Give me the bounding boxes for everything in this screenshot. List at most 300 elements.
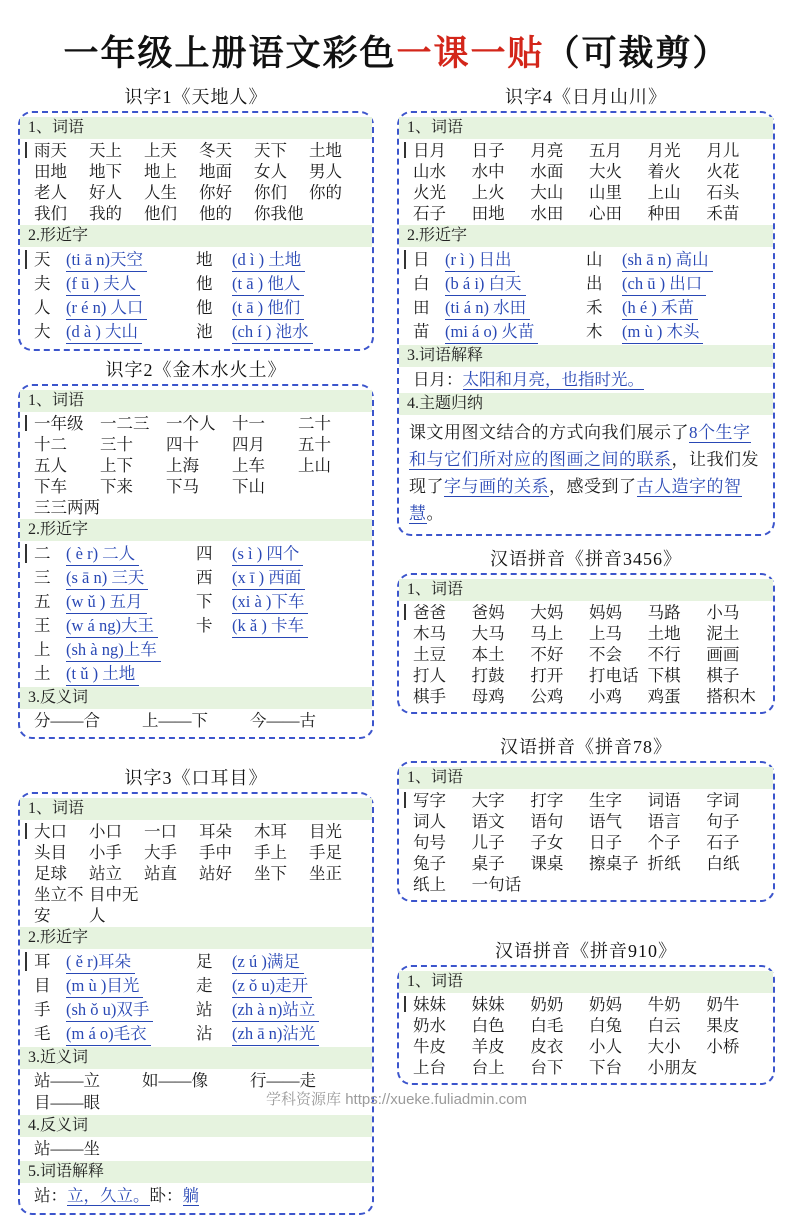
word: 火花	[706, 162, 740, 181]
word: 一个人	[166, 414, 216, 433]
word: 上下	[100, 456, 133, 475]
pinyin-annotation: (ti á n) 水田	[445, 296, 530, 320]
compare-row	[399, 272, 773, 296]
compare-row	[20, 614, 372, 638]
word: 句子	[706, 812, 740, 831]
compare-row	[20, 1022, 372, 1046]
pinyin-annotation: (f ū ) 夫人	[66, 272, 140, 296]
word: 五十	[298, 435, 331, 454]
pinyin-annotation: (sh à ng)上车	[66, 638, 161, 662]
compare-char: 禾	[586, 298, 603, 317]
word: 泥土	[706, 624, 740, 643]
word: 小人	[589, 1037, 622, 1056]
word: 你的	[309, 183, 342, 202]
word: 四月	[232, 435, 265, 454]
subsection-label: 3.反义词	[20, 687, 372, 709]
section-heading: 识字2《金木水火土》	[105, 360, 287, 380]
section-box	[397, 965, 775, 1085]
word: 白兔	[589, 1016, 622, 1035]
text-segment: 卧：	[149, 1186, 183, 1205]
word: 大字	[471, 791, 505, 810]
footer-credit: 学科资源库 https://xueke.fuliadmin.com	[266, 1091, 527, 1108]
word-row	[399, 1057, 773, 1078]
word: 二十	[298, 414, 331, 433]
word-row	[20, 821, 372, 842]
compare-char: 五	[34, 592, 51, 611]
word: 下马	[166, 477, 199, 496]
word: 课桌	[530, 854, 564, 873]
compare-char: 四	[196, 544, 213, 563]
text-item: 站——立	[34, 1071, 100, 1090]
section-box	[397, 111, 775, 536]
pinyin-annotation: (b á i) 白天	[445, 272, 526, 296]
pinyin-annotation: (h é ) 禾苗	[622, 296, 698, 320]
pinyin-annotation: (w ǔ ) 五月	[66, 590, 147, 614]
word: 词语	[647, 791, 681, 810]
text-segment: 。	[426, 504, 444, 523]
word: 目中无人	[89, 885, 139, 925]
compare-char: 三	[34, 568, 51, 587]
word: 生字	[589, 791, 622, 810]
word: 月儿	[706, 141, 740, 160]
word: 皮衣	[530, 1037, 564, 1056]
word-row	[20, 203, 372, 224]
word: 女人	[254, 162, 287, 181]
subsection-label: 4.反义词	[20, 1115, 372, 1137]
word: 小鸡	[589, 687, 622, 706]
word: 奶牛	[706, 995, 740, 1014]
pinyin-annotation: (s ì ) 四个	[232, 542, 303, 566]
word: 种田	[647, 204, 681, 223]
word: 月亮	[530, 141, 564, 160]
text-segment: ，感受到了	[549, 477, 637, 496]
compare-row	[399, 248, 773, 272]
text-segment: 8个生字和与它们所对应的图画之间的联系	[409, 423, 751, 469]
word: 母鸡	[471, 687, 505, 706]
word: 白云	[647, 1016, 681, 1035]
section-box	[18, 111, 374, 351]
word: 妹妹	[471, 995, 505, 1014]
word: 个子	[647, 833, 681, 852]
pinyin-annotation: (t ā ) 他人	[232, 272, 304, 296]
subsection-label: 5.词语解释	[20, 1161, 372, 1183]
pinyin-annotation: (m ù )目光	[66, 974, 143, 998]
pinyin-annotation: (d à ) 大山	[66, 320, 142, 344]
word: 写字	[413, 791, 446, 810]
word: 四十	[166, 435, 199, 454]
word-row	[399, 853, 773, 874]
word: 雨天	[34, 141, 67, 160]
pinyin-annotation: (d ì ) 土地	[232, 248, 305, 272]
word: 小马	[706, 603, 740, 622]
word: 妈妈	[589, 603, 622, 622]
word-row	[399, 140, 773, 161]
text-item: 站——坐	[34, 1139, 100, 1158]
word: 语文	[471, 812, 505, 831]
pinyin-annotation: (r ì ) 日出	[445, 248, 515, 272]
word-row	[20, 863, 372, 884]
pinyin-annotation: (ti ā n)天空	[66, 248, 147, 272]
word: 大火	[589, 162, 622, 181]
pinyin-annotation: (z ú )满足	[232, 950, 304, 974]
section-heading: 识字4《日月山川》	[505, 87, 667, 107]
word: 站立	[89, 864, 122, 883]
pinyin-annotation: (r é n) 人口	[66, 296, 147, 320]
subsection-label: 1、词语	[20, 117, 372, 139]
word: 山水	[413, 162, 446, 181]
word: 大马	[471, 624, 505, 643]
text-segment: 日月：	[413, 370, 463, 389]
word: 牛皮	[413, 1037, 446, 1056]
word: 我们	[34, 204, 67, 223]
word: 打开	[530, 666, 564, 685]
word: 一年级	[34, 414, 84, 433]
word-row	[20, 884, 372, 926]
word: 三十	[100, 435, 133, 454]
word: 棋子	[706, 666, 740, 685]
text-segment: 课文用图文结合的方式向我们展示了	[409, 423, 689, 442]
word: 小朋友	[647, 1058, 698, 1077]
text-item: 目——眼	[34, 1093, 100, 1112]
word: 上车	[232, 456, 265, 475]
word: 打字	[530, 791, 564, 810]
text-segment: 古人造字的智慧	[409, 477, 742, 523]
pinyin-annotation: (k ǎ ) 卡车	[232, 614, 308, 638]
word: 十二	[34, 435, 67, 454]
text-segment: 躺	[182, 1186, 199, 1205]
word: 大小	[647, 1037, 681, 1056]
word: 木马	[413, 624, 446, 643]
pinyin-annotation: (mi á o) 火苗	[445, 320, 538, 344]
word: 不好	[530, 645, 564, 664]
word: 白毛	[530, 1016, 564, 1035]
word: 字词	[706, 791, 740, 810]
word: 坐立不安	[34, 885, 84, 925]
word: 十一	[232, 414, 265, 433]
word: 折纸	[647, 854, 681, 873]
subsection-label: 2.形近字	[20, 927, 372, 949]
subsection-label: 1、词语	[399, 117, 773, 139]
pinyin-annotation: (ch í ) 池水	[232, 320, 313, 344]
word: 土地	[309, 141, 342, 160]
word: 上天	[144, 141, 177, 160]
subsection-label: 1、词语	[399, 971, 773, 993]
word: 打电话	[589, 666, 639, 685]
word-row	[399, 874, 773, 895]
word: 手中	[199, 843, 232, 862]
word-row	[20, 140, 372, 161]
word: 不会	[589, 645, 622, 664]
word: 搭积木	[706, 687, 756, 706]
compare-row	[20, 320, 372, 344]
compare-char: 田	[413, 298, 430, 317]
word: 子女	[530, 833, 564, 852]
word: 你好	[199, 183, 232, 202]
word-row	[399, 182, 773, 203]
pinyin-annotation: (x ī ) 西面	[232, 566, 305, 590]
word: 不行	[647, 645, 681, 664]
pinyin-annotation: (zh ā n)沾光	[232, 1022, 319, 1046]
word-row	[20, 182, 372, 203]
compare-char: 王	[34, 616, 51, 635]
text-segment: 立，久立。	[67, 1186, 150, 1205]
word: 马路	[647, 603, 681, 622]
title-text: 一年级上册语文彩色	[63, 34, 397, 73]
word: 纸上	[413, 875, 446, 894]
word: 田地	[471, 204, 505, 223]
compare-char: 苗	[413, 322, 430, 341]
section-box	[397, 573, 775, 714]
word: 大山	[530, 183, 564, 202]
pinyin-annotation: (z ǒ u)走开	[232, 974, 312, 998]
word-row	[20, 434, 372, 455]
word: 爸妈	[471, 603, 505, 622]
column-right	[397, 86, 775, 1218]
word: 我的	[89, 204, 122, 223]
subsection-label: 1、词语	[20, 390, 372, 412]
word: 公鸡	[530, 687, 564, 706]
word-row	[399, 811, 773, 832]
compare-char: 白	[413, 274, 430, 293]
compare-char: 手	[34, 1000, 51, 1019]
word: 你我他	[254, 204, 304, 223]
word: 手足	[309, 843, 342, 862]
compare-char: 走	[196, 976, 213, 995]
subsection-label: 1、词语	[399, 579, 773, 601]
word: 上马	[589, 624, 622, 643]
word: 土豆	[413, 645, 446, 664]
pinyin-annotation: (t ā ) 他们	[232, 296, 304, 320]
word: 下来	[100, 477, 133, 496]
word: 足球	[34, 864, 67, 883]
pinyin-annotation: (sh ā n) 高山	[622, 248, 713, 272]
word: 着火	[647, 162, 681, 181]
word-row	[20, 842, 372, 863]
word: 妹妹	[413, 995, 446, 1014]
compare-char: 耳	[34, 952, 51, 971]
word: 大手	[144, 843, 177, 862]
compare-char: 站	[196, 1000, 213, 1019]
subsection-label: 2.形近字	[20, 225, 372, 247]
compare-char: 天	[34, 250, 51, 269]
section-heading: 汉语拼音《拼音3456》	[490, 549, 682, 569]
word-row	[20, 413, 372, 434]
column-left	[18, 86, 374, 1218]
word-row	[399, 203, 773, 224]
word: 火光	[413, 183, 446, 202]
word: 上山	[647, 183, 681, 202]
word: 石子	[413, 204, 446, 223]
word: 儿子	[471, 833, 505, 852]
section-heading: 识字3《口耳目》	[124, 768, 268, 788]
compare-row	[20, 296, 372, 320]
word: 头目	[34, 843, 67, 862]
text-item: 分——合	[34, 711, 100, 730]
word: 台上	[471, 1058, 505, 1077]
text-segment: 字与画的关系	[444, 477, 549, 496]
compare-row	[399, 296, 773, 320]
word: 他们	[144, 204, 177, 223]
text-item: 行——走	[250, 1071, 316, 1090]
word: 水田	[530, 204, 564, 223]
word-row	[20, 497, 372, 518]
word: 站直	[144, 864, 177, 883]
content-columns	[0, 86, 793, 1218]
compare-row	[20, 542, 372, 566]
compare-row	[20, 998, 372, 1022]
word: 地下	[89, 162, 122, 181]
compare-char: 山	[586, 250, 603, 269]
word-row	[20, 161, 372, 182]
section-heading: 识字1《天地人》	[124, 87, 268, 107]
text-segment: ，让我们发现了	[409, 450, 759, 496]
word: 台下	[530, 1058, 564, 1077]
word: 人生	[144, 183, 177, 202]
word: 好人	[89, 183, 122, 202]
word: 目光	[309, 822, 342, 841]
word: 山里	[589, 183, 622, 202]
subsection-label: 4.主题归纳	[399, 393, 773, 415]
word: 词人	[413, 812, 446, 831]
pinyin-annotation: (ch ū ) 出口	[622, 272, 706, 296]
word: 日子	[589, 833, 622, 852]
pinyin-annotation: (t ǔ ) 土地	[66, 662, 139, 686]
word: 棋手	[413, 687, 446, 706]
text-row	[20, 1184, 372, 1208]
compare-char: 他	[196, 298, 213, 317]
word: 小桥	[706, 1037, 740, 1056]
word: 语言	[647, 812, 681, 831]
word: 站好	[199, 864, 232, 883]
word: 他的	[199, 204, 232, 223]
pinyin-annotation: (m ù ) 木头	[622, 320, 703, 344]
word: 大口	[34, 822, 67, 841]
title-suffix: （可裁剪）	[544, 34, 730, 73]
pinyin-annotation: (xi à )下车	[232, 590, 308, 614]
word: 地面	[199, 162, 232, 181]
compare-row	[399, 320, 773, 344]
pinyin-annotation: (s ā n) 三天	[66, 566, 148, 590]
compare-char: 大	[34, 322, 51, 341]
word: 下山	[232, 477, 265, 496]
subsection-label: 2.形近字	[399, 225, 773, 247]
word: 奶水	[413, 1016, 446, 1035]
word: 一句话	[471, 875, 522, 894]
word: 打鼓	[471, 666, 505, 685]
compare-char: 下	[196, 592, 213, 611]
word: 坐下	[254, 864, 287, 883]
word: 冬天	[199, 141, 232, 160]
word: 月光	[647, 141, 681, 160]
pinyin-annotation: (sh ǒ u)双手	[66, 998, 153, 1022]
word: 奶妈	[589, 995, 622, 1014]
word-row	[399, 623, 773, 644]
word: 老人	[34, 183, 67, 202]
compare-char: 上	[34, 640, 51, 659]
compare-char: 人	[34, 298, 51, 317]
word: 天上	[89, 141, 122, 160]
word: 马上	[530, 624, 564, 643]
compare-row	[20, 950, 372, 974]
word: 你们	[254, 183, 287, 202]
section-box	[18, 384, 374, 739]
text-row	[399, 416, 773, 529]
compare-row	[20, 248, 372, 272]
word: 本土	[471, 645, 505, 664]
word: 擦桌子	[589, 854, 639, 873]
pinyin-annotation: (zh à n)站立	[232, 998, 319, 1022]
compare-char: 沾	[196, 1024, 213, 1043]
word-row	[399, 1036, 773, 1057]
text-segment: 太阳和月亮，也指时光。	[462, 370, 644, 389]
compare-char: 二	[34, 544, 51, 563]
page-title	[0, 0, 793, 86]
subsection-label: 3.词语解释	[399, 345, 773, 367]
word: 石头	[706, 183, 740, 202]
word: 天下	[254, 141, 287, 160]
word-row	[399, 665, 773, 686]
word: 水中	[471, 162, 505, 181]
compare-char: 日	[413, 250, 430, 269]
word-row	[20, 476, 372, 497]
compare-char: 池	[196, 322, 213, 341]
word: 小手	[89, 843, 122, 862]
compare-char: 他	[196, 274, 213, 293]
word: 男人	[309, 162, 342, 181]
word: 画画	[706, 645, 740, 664]
word-row	[399, 686, 773, 707]
compare-char: 西	[196, 568, 213, 587]
text-row	[20, 1138, 372, 1160]
text-segment: 站：	[34, 1186, 67, 1205]
word: 上台	[413, 1058, 446, 1077]
pinyin-annotation: (w á ng)大王	[66, 614, 158, 638]
word-row	[399, 1015, 773, 1036]
word-row	[399, 994, 773, 1015]
subsection-label: 1、词语	[20, 798, 372, 820]
word: 语句	[530, 812, 564, 831]
compare-row	[20, 272, 372, 296]
subsection-label: 1、词语	[399, 767, 773, 789]
compare-char: 足	[196, 952, 213, 971]
word: 小口	[89, 822, 122, 841]
word: 五人	[34, 456, 67, 475]
word-row	[399, 602, 773, 623]
word: 石子	[706, 833, 740, 852]
word-row	[399, 790, 773, 811]
compare-char: 木	[586, 322, 603, 341]
word: 坐正	[309, 864, 342, 883]
word: 上火	[471, 183, 505, 202]
compare-row	[20, 590, 372, 614]
word: 白色	[471, 1016, 505, 1035]
compare-row	[20, 638, 372, 662]
title-highlight: 一课一贴	[396, 34, 545, 73]
word-row	[399, 644, 773, 665]
compare-char: 目	[34, 976, 51, 995]
word-row	[20, 455, 372, 476]
word: 爸爸	[413, 603, 446, 622]
compare-char: 地	[196, 250, 213, 269]
compare-char: 土	[34, 664, 51, 683]
subsection-label: 2.形近字	[20, 519, 372, 541]
word: 手上	[254, 843, 287, 862]
word: 五月	[589, 141, 622, 160]
section-box	[397, 761, 775, 902]
word: 田地	[34, 162, 67, 181]
pinyin-annotation: ( ě r)耳朵	[66, 950, 135, 974]
section-heading: 汉语拼音《拼音910》	[495, 941, 677, 961]
